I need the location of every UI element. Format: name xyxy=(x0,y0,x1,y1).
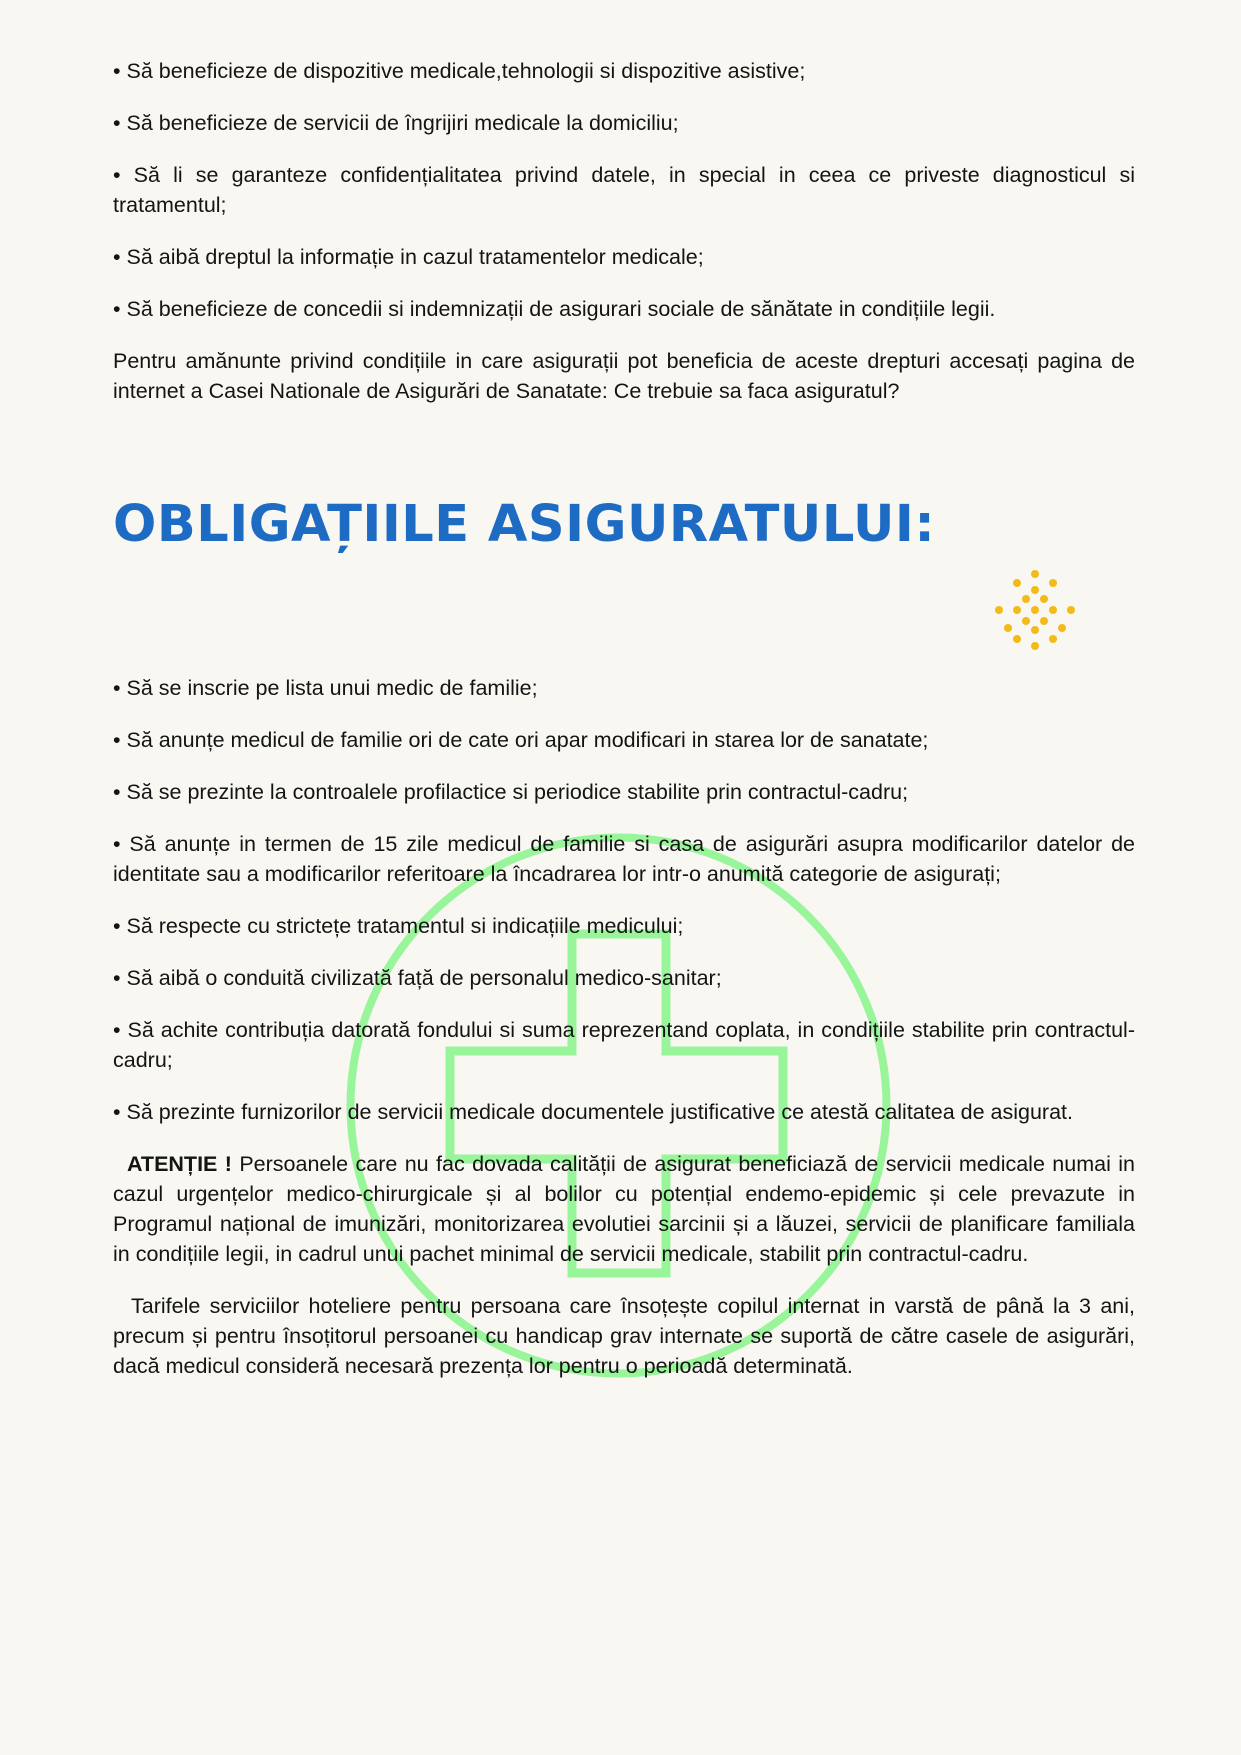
attention-label: ATENȚIE ! xyxy=(127,1152,232,1176)
rights-item: • Să beneficieze de servicii de îngrijiri medicale la domiciliu; xyxy=(113,111,679,135)
rights-section xyxy=(113,56,1135,406)
obligations-heading: OBLIGAȚIILE ASIGURATULUI: xyxy=(113,495,936,554)
tariffs-note: Tarifele serviciilor hoteliere pentru persoana care însoțește copilul internat in varstă de până la 3 ani, precum și pentru însoțitorul persoanei cu handicap grav internate se suportă de către casele de asigurări, dacă medicul consideră necesară prezența lor pentru o perioadă determinată. xyxy=(113,1294,1135,1378)
rights-item: • Să beneficieze de dispozitive medicale,tehnologii si dispozitive asistive; xyxy=(113,59,806,83)
obligation-item: • Să anunțe in termen de 15 zile medicul de familie si casa de asigurări asupra modificarilor datelor de identitate sau a modificarilor referitoare la încadrarea lor intr-o anumită categorie de asigurați; xyxy=(113,832,1135,886)
obligation-item: • Să se prezinte la controalele profilactice si periodice stabilite prin contractul-cadru; xyxy=(113,780,909,804)
rights-item: • Să aibă dreptul la informație in cazul tratamentelor medicale; xyxy=(113,245,704,269)
dot-burst-icon xyxy=(995,570,1075,650)
obligations-section xyxy=(113,673,1135,1381)
rights-item: • Să li se garanteze confidențialitatea privind datele, in special in ceea ce priveste diagnosticul si tratamentul; xyxy=(113,163,1135,217)
obligation-item: • Să anunțe medicul de familie ori de cate ori apar modificari in starea lor de sanatate; xyxy=(113,728,929,752)
obligation-item: • Să aibă o conduită civilizată față de personalul medico-sanitar; xyxy=(113,966,722,990)
rights-note: Pentru amănunte privind condițiile in care asigurații pot beneficia de aceste drepturi accesați pagina de internet a Casei Nationale de Asigurări de Sanatate: Ce trebuie sa faca asiguratul? xyxy=(113,349,1135,403)
obligation-item: • Să prezinte furnizorilor de servicii medicale documentele justificative ce atestă calitatea de asigurat. xyxy=(113,1100,1073,1124)
attention-text: Persoanele care nu fac dovada calității de asigurat beneficiază de servicii medicale numai in cazul urgențelor medico-chirurgicale și al bolilor cu potențial endemo-epidemic și cele prevazute in Programul național de imunizări, monitorizarea evolutiei sarcinii și a lăuzei, servicii de planificare familiala in condițiile legii, in cadrul unui pachet minimal de servicii medicale, stabilit prin contractul-cadru. xyxy=(113,1152,1135,1266)
obligation-item: • Să achite contribuția datorată fondului si suma reprezentand coplata, in condițiile stabilite prin contractul-cadru; xyxy=(113,1018,1135,1072)
obligation-item: • Să respecte cu strictețe tratamentul si indicațiile medicului; xyxy=(113,914,684,938)
rights-item: • Să beneficieze de concedii si indemnizații de asigurari sociale de sănătate in condițiile legii. xyxy=(113,297,996,321)
attention-paragraph xyxy=(113,1149,1135,1269)
obligation-item: • Să se inscrie pe lista unui medic de familie; xyxy=(113,676,538,700)
